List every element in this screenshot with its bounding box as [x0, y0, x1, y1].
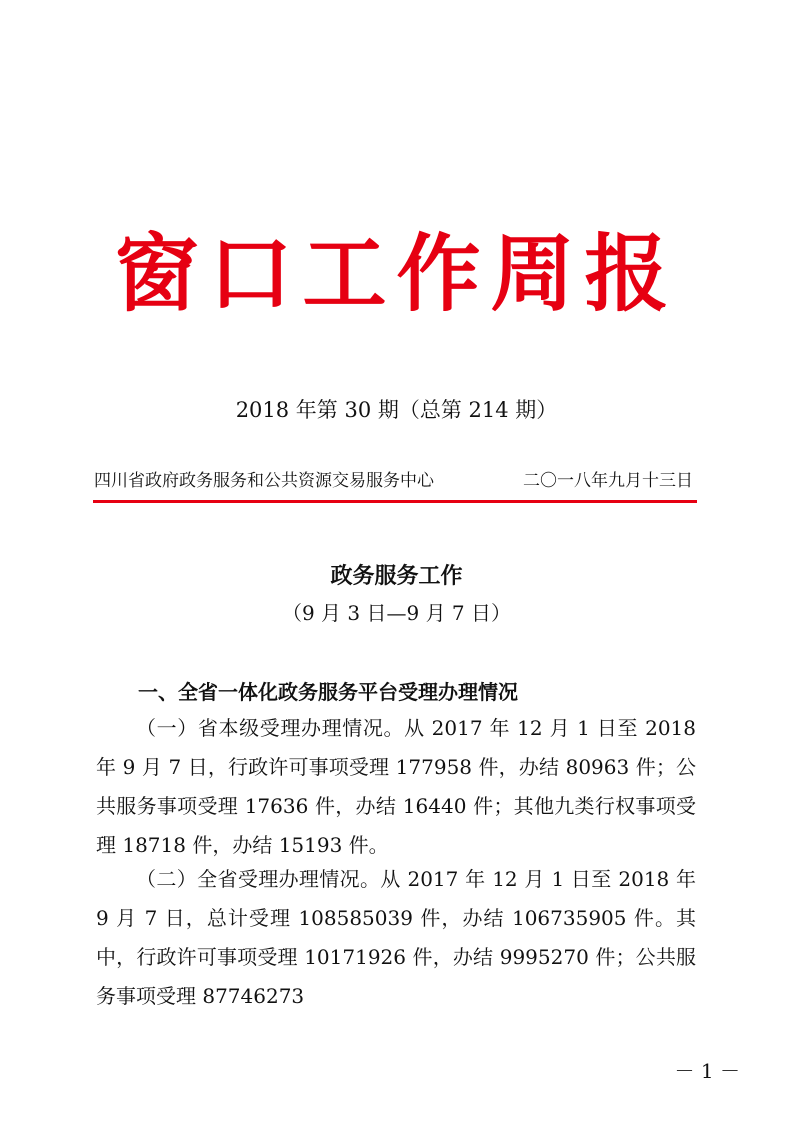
publisher-name: 四川省政府政务服务和公共资源交易服务中心: [94, 471, 434, 491]
section-date-range: （9 月 3 日—9 月 7 日）: [281, 601, 512, 625]
heading-1: 一、全省一体化政务服务平台受理办理情况: [138, 680, 518, 704]
page-number: － 1 －: [674, 1059, 740, 1083]
section-title: 政务服务工作: [330, 563, 463, 589]
header-divider: [93, 500, 697, 503]
paragraph-statewide: （二）全省受理办理情况。从 2017 年 12 月 1 日至 2018 年 9 月 7 日，总计受理 108585039 件，办结 106735905 件。其中，行政许可事项受理 10171926 件，办结 9995270 件；公共服务事项受理 87746273: [96, 867, 696, 1008]
publish-date: 二〇一八年九月十三日: [523, 471, 693, 491]
issue-number: 2018 年第 30 期（总第 214 期）: [235, 398, 558, 422]
paragraph-provincial: （一）省本级受理办理情况。从 2017 年 12 月 1 日至 2018 年 9 月 7 日，行政许可事项受理 177958 件，办结 80963 件；公共服务事项受理 17636 件，办结 16440 件；其他九类行权事项受理 18718 件，办结 15193 件。: [96, 716, 696, 857]
masthead-title: 窗口工作周报: [114, 224, 679, 323]
